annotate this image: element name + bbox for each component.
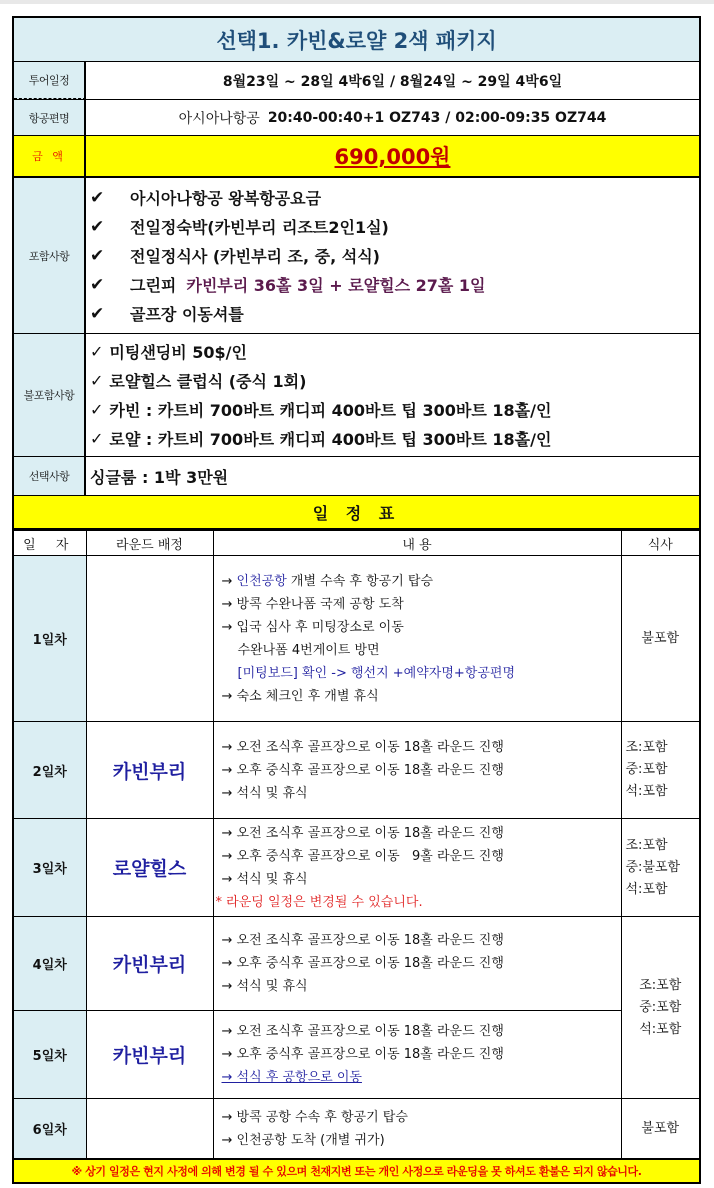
- check-icon: ✔: [90, 274, 105, 295]
- flight-value: [86, 100, 699, 135]
- content-cell: → 오전 조식후 골프장으로 이동 18홀 라운드 진행 → 오후 중식후 골프장으로 이동 18홀 라운드 진행 → 석식 및 휴식: [213, 722, 621, 819]
- greenfee-detail: 카빈부리 36홀 3일 + 로얄힐스 27홀 1일: [186, 276, 486, 295]
- header-round: 라운드 배정: [86, 531, 213, 556]
- list-item: ✓ 로얄힐스 클럽식 (중식 1회): [90, 371, 307, 391]
- table-row: [14, 556, 699, 722]
- list-item: ✔ 전일정식사 (카빈부리 조, 중, 석식): [90, 245, 380, 266]
- disclaimer-footer: ※ 상기 일정은 현지 사정에 의해 변경 될 수 있으며 천재지변 또는 개인 사정으로 라운딩을 못 하셔도 환불은 되지 않습니다.: [14, 1159, 699, 1182]
- options-value: 싱글룸 : 1박 3만원: [90, 467, 229, 487]
- airport-transfer-link[interactable]: → 석식 후 공항으로 이동: [221, 1070, 362, 1085]
- schedule-title: 일 정 표: [14, 496, 699, 530]
- list-item: ✓ 카빈 : 카트비 700바트 캐디피 400바트 팁 300바트 18홀/인: [90, 400, 552, 420]
- list-item: ✔ 골프장 이동셔틀: [90, 303, 244, 324]
- options-label: 선택사항: [14, 457, 86, 495]
- table-row: [14, 1011, 699, 1099]
- flight-row: [14, 100, 699, 136]
- round-cell: 카빈부리: [86, 1011, 213, 1099]
- check-icon: ✓: [90, 400, 104, 419]
- list-item: ✔ 그린피 카빈부리 36홀 3일 + 로얄힐스 27홀 1일: [90, 274, 486, 295]
- included-label: 포함사항: [14, 178, 86, 333]
- check-icon: ✓: [90, 342, 104, 361]
- content-cell: → 오전 조식후 골프장으로 이동 18홀 라운드 진행 → 오후 중식후 골프장으로 이동 9홀 라운드 진행 → 석식 및 휴식 * 라운딩 일정은 변경될 수 있습니다.: [213, 819, 621, 917]
- price-row: [14, 136, 699, 178]
- tour-dates-label: 투어일정: [14, 62, 86, 99]
- table-header: [14, 531, 699, 556]
- excluded-label: 불포함사항: [14, 334, 86, 456]
- check-icon: ✔: [90, 187, 105, 208]
- meal-cell: 불포함: [621, 556, 699, 722]
- check-icon: ✔: [90, 303, 105, 324]
- price-value: 690,000원: [334, 145, 451, 169]
- meal-cell: 조:포함 중:포함 석:포함: [621, 917, 699, 1099]
- meal-cell: 불포함: [621, 1099, 699, 1159]
- day-cell: 5일차: [14, 1011, 86, 1099]
- content-cell: → 방콕 공항 수속 후 항공기 탑승 → 인천공항 도착 (개별 귀가): [213, 1099, 621, 1159]
- check-icon: ✔: [90, 245, 105, 266]
- table-row: [14, 819, 699, 917]
- table-row: [14, 1099, 699, 1159]
- check-icon: ✔: [90, 216, 105, 237]
- check-icon: ✓: [90, 429, 104, 448]
- table-row: [14, 722, 699, 819]
- day-cell: 3일차: [14, 819, 86, 917]
- day-cell: 1일차: [14, 556, 86, 722]
- list-item: ✔ 아시아나항공 왕복항공요금: [90, 187, 322, 208]
- tour-dates-value: 8월23일 ~ 28일 4박6일 / 8월24일 ~ 29일 4박6일: [222, 73, 563, 90]
- included-list: [86, 178, 699, 333]
- flight-times: 20:40-00:40+1 OZ743 / 02:00-09:35 OZ744: [267, 109, 607, 126]
- included-row: [14, 178, 699, 334]
- meal-cell: 조:포함 중:포함 석:포함: [621, 722, 699, 819]
- flight-label: 항공편명: [14, 100, 86, 135]
- meal-cell: 조:포함 중:불포함 석:포함: [621, 819, 699, 917]
- day-cell: 2일차: [14, 722, 86, 819]
- list-item: ✔ 전일정숙박(카빈부리 리조트2인1실): [90, 216, 389, 237]
- round-cell: 카빈부리: [86, 722, 213, 819]
- day-cell: 6일차: [14, 1099, 86, 1159]
- schedule-note: * 라운딩 일정은 변경될 수 있습니다.: [215, 894, 423, 910]
- excluded-list: [86, 334, 699, 456]
- round-cell: 로얄힐스: [86, 819, 213, 917]
- header-content: 내 용: [213, 531, 621, 556]
- day-cell: 4일차: [14, 917, 86, 1011]
- content-cell: → 오전 조식후 골프장으로 이동 18홀 라운드 진행 → 오후 중식후 골프장으로 이동 18홀 라운드 진행 → 석식 및 휴식: [213, 917, 621, 1011]
- header-day: 일 자: [14, 531, 86, 556]
- page-title: 선택1. 카빈&로얄 2색 패키지: [14, 18, 699, 62]
- check-icon: ✓: [90, 371, 104, 390]
- airline-name: 아시아나항공: [178, 110, 260, 127]
- price-label: 금 액: [14, 136, 86, 176]
- package-sheet: [12, 16, 701, 1184]
- schedule-table: [14, 530, 699, 1159]
- list-item: ✓ 미팅샌딩비 50$/인: [90, 342, 247, 362]
- header-meal: 식사: [621, 531, 699, 556]
- round-cell: 카빈부리: [86, 917, 213, 1011]
- content-cell: → 인천공항 개별 수속 후 항공기 탑승 → 방콕 수완나폼 국제 공항 도착 → 입국 심사 후 미팅장소로 이동 수완나폼 4번게이트 방면 [미팅보드] 확인 -> 행선지 +예약자명+항공편명 → 숙소 체크인 후 개별 휴식: [213, 556, 621, 722]
- round-cell: [86, 1099, 213, 1159]
- excluded-row: [14, 334, 699, 457]
- options-row: [14, 457, 699, 496]
- tour-dates-row: [14, 62, 699, 100]
- table-row: [14, 917, 699, 1011]
- content-cell: → 오전 조식후 골프장으로 이동 18홀 라운드 진행 → 오후 중식후 골프장으로 이동 18홀 라운드 진행 → 석식 후 공항으로 이동: [213, 1011, 621, 1099]
- list-item: ✓ 로얄 : 카트비 700바트 캐디피 400바트 팁 300바트 18홀/인: [90, 429, 552, 449]
- round-cell: [86, 556, 213, 722]
